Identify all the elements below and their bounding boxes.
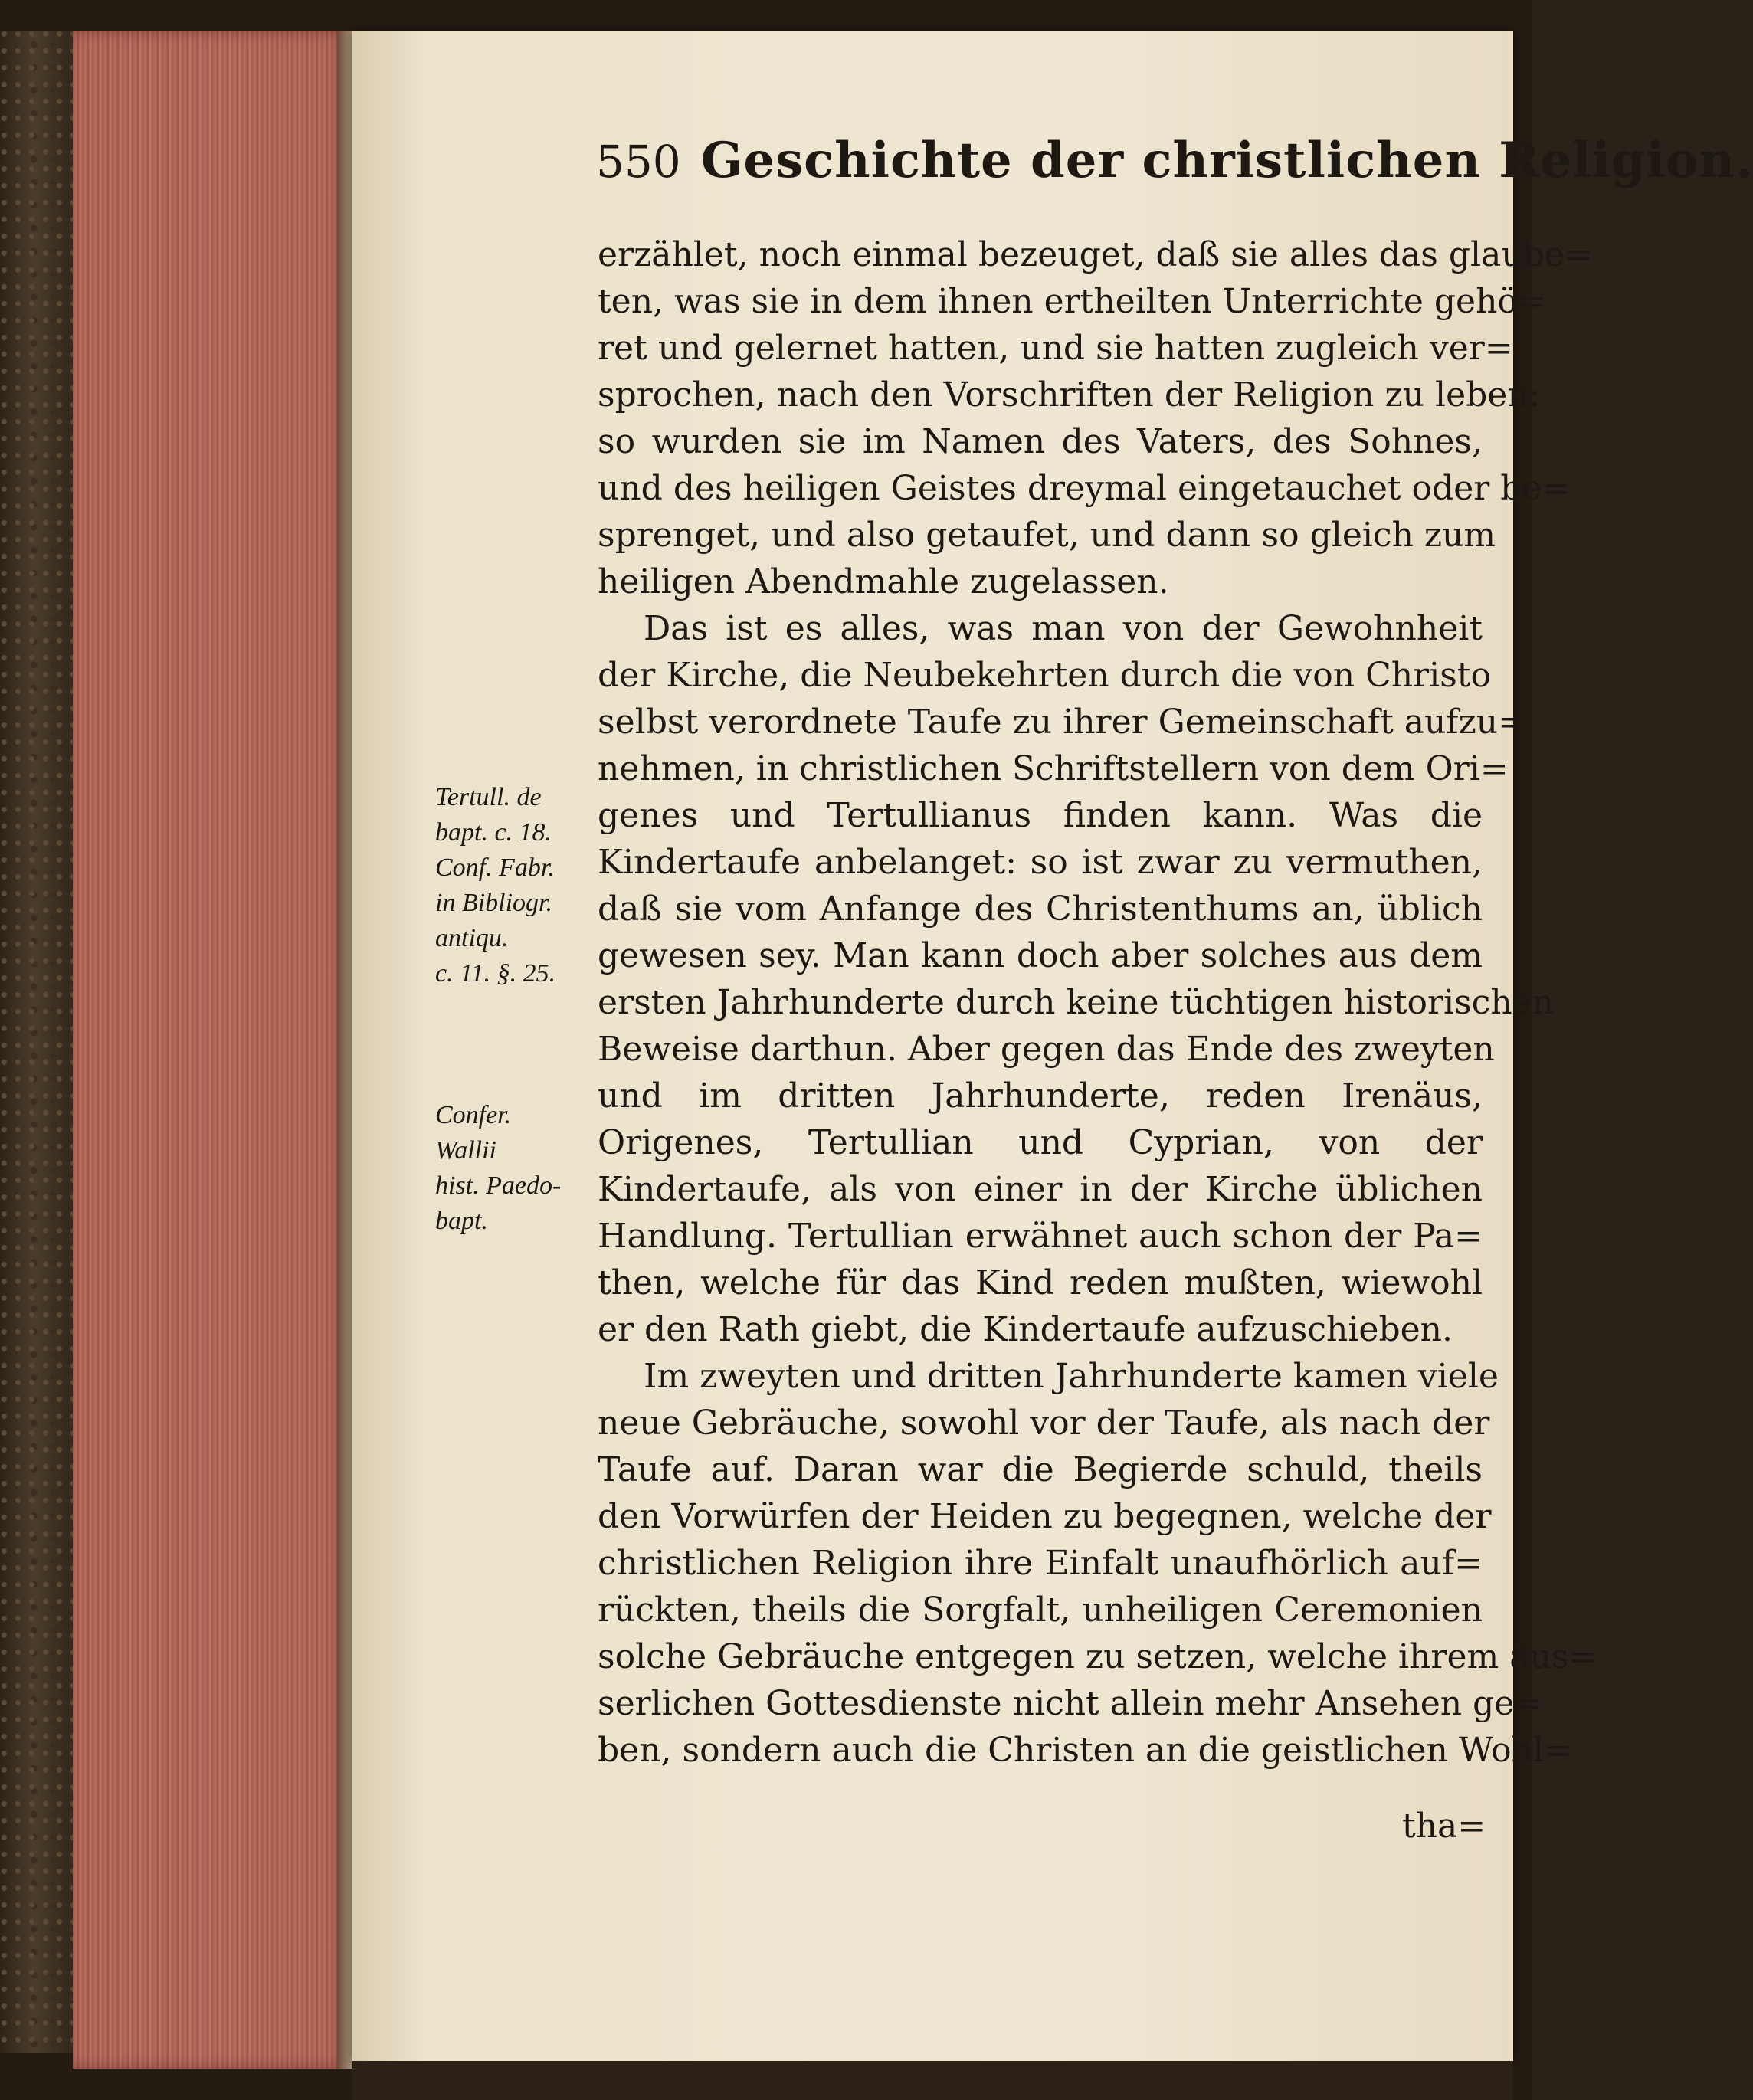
book-cover — [0, 31, 84, 2053]
text-line: gewesen sey. Man kann doch aber solches aus dem — [598, 936, 1483, 975]
text-line: den Vorwürfen der Heiden zu begegnen, welche der — [598, 1497, 1492, 1536]
text-line: Das ist es alles, was man von der Gewohnheit — [644, 609, 1483, 648]
text-line: sprochen, nach den Vorschriften der Religion zu leben: — [598, 375, 1541, 414]
margin-note-line: bapt. — [435, 1207, 488, 1235]
text-line: ben, sondern auch die Christen an die geistlichen Wohl= — [598, 1731, 1572, 1770]
margin-note-line: Conf. Fabr. — [435, 853, 555, 882]
text-line: Im zweyten und dritten Jahrhunderte kamen viele — [644, 1357, 1499, 1396]
page-edges — [73, 31, 349, 2069]
text-line: ret und gelernet hatten, und sie hatten zugleich ver= — [598, 329, 1513, 368]
margin-note-line: in Bibliogr. — [435, 889, 553, 917]
margin-note-line: Confer. — [435, 1101, 512, 1129]
margin-note-line: Wallii — [435, 1136, 496, 1165]
margin-note-line: bapt. c. 18. — [435, 818, 552, 847]
text-line: heiligen Abendmahle zugelassen. — [598, 562, 1169, 601]
text-line: selbst verordnete Taufe zu ihrer Gemeinschaft aufzu= — [598, 703, 1526, 742]
margin-note-line: c. 11. §. 25. — [435, 959, 556, 988]
margin-note-line: antiqu. — [435, 924, 509, 952]
margin-note-line: hist. Paedo- — [435, 1171, 562, 1200]
margin-note-wallis — [435, 1098, 596, 1239]
text-line: ten, was sie in dem ihnen ertheilten Unterrichte gehö= — [598, 282, 1546, 321]
running-head — [596, 132, 1753, 208]
text-line: er den Rath giebt, die Kindertaufe aufzuschieben. — [598, 1310, 1453, 1349]
text-line: Origenes, Tertullian und Cyprian, von der — [598, 1123, 1483, 1162]
text-line: christlichen Religion ihre Einfalt unaufhörlich auf= — [598, 1544, 1483, 1583]
text-line: nehmen, in christlichen Schriftstellern von dem Ori= — [598, 749, 1509, 788]
text-line: serlichen Gottesdienste nicht allein mehr Ansehen ge= — [598, 1684, 1543, 1723]
text-line: Beweise darthun. Aber gegen das Ende des zweyten — [598, 1030, 1495, 1069]
page-number: 550 — [596, 136, 681, 188]
text-line: sprenget, und also getaufet, und dann so gleich zum — [598, 516, 1496, 555]
text-line: der Kirche, die Neubekehrten durch die von Christo — [598, 656, 1491, 695]
text-line: so wurden sie im Namen des Vaters, des Sohnes, — [598, 422, 1483, 461]
text-line: und des heiligen Geistes dreymal eingetauchet oder be= — [598, 469, 1571, 508]
text-line: erzählet, noch einmal bezeuget, daß sie alles das glaube= — [598, 235, 1593, 274]
text-line: solche Gebräuche entgegen zu setzen, welche ihrem äus= — [598, 1637, 1597, 1676]
text-line: Kindertaufe, als von einer in der Kirche üblichen — [598, 1170, 1483, 1209]
body-text — [598, 231, 1597, 1774]
text-line: Handlung. Tertullian erwähnet auch schon der Pa= — [598, 1217, 1483, 1256]
text-line: then, welche für das Kind reden mußten, wiewohl — [598, 1263, 1483, 1302]
running-title: Geschichte der christlichen Religion. — [700, 132, 1753, 189]
text-line: Kindertaufe anbelanget: so ist zwar zu vermuthen, — [598, 843, 1483, 882]
printed-page — [352, 31, 1753, 2061]
text-line: ersten Jahrhunderte durch keine tüchtigen historischen — [598, 983, 1555, 1022]
bottom-shadow — [352, 2061, 1513, 2100]
text-line: genes und Tertullianus finden kann. Was die — [598, 796, 1483, 835]
margin-note-tertullian — [435, 780, 596, 991]
text-line: neue Gebräuche, sowohl vor der Taufe, als nach der — [598, 1404, 1490, 1443]
margin-note-line: Tertull. de — [435, 783, 542, 811]
text-line: Taufe auf. Daran war die Begierde schuld, theils — [598, 1450, 1483, 1489]
text-line: und im dritten Jahrhunderte, reden Irenäus, — [598, 1076, 1483, 1116]
catchword: tha= — [1402, 1807, 1486, 1846]
text-line: daß sie vom Anfange des Christenthums an, üblich — [598, 889, 1483, 929]
text-line: rückten, theils die Sorgfalt, unheiligen Ceremonien — [598, 1591, 1483, 1630]
